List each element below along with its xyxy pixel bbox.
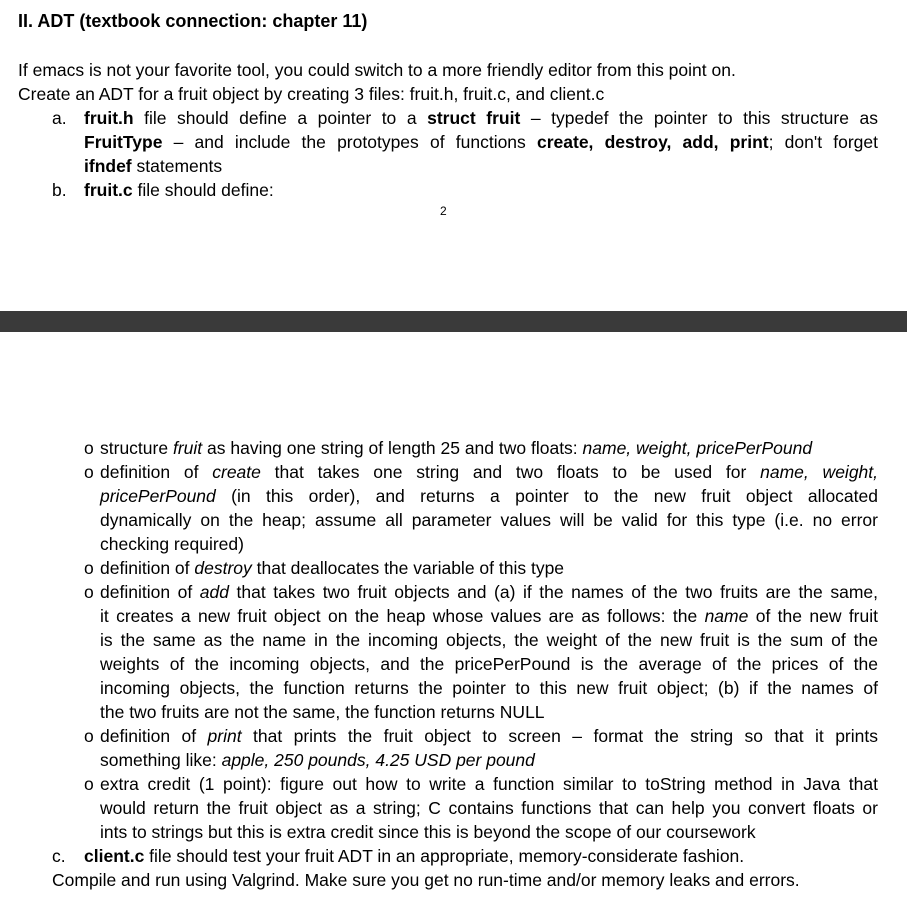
list-marker-b: b. — [52, 180, 67, 200]
bullet-add-line-5: incoming objects, the function returns the pointer to this new fruit object; (b) if the names of — [100, 678, 878, 698]
bullet-destroy-line-1: definition of destroy that deallocates the variable of this type — [100, 558, 565, 578]
bullet-marker: o — [84, 582, 94, 602]
bullet-print-line-2: something like: apple, 250 pounds, 4.25 USD per pound — [100, 750, 535, 770]
bullet-create-line-3: dynamically on the heap; assume all parameter values will be valid for this type (i.e. no error — [100, 510, 878, 530]
bullet-structure-line-1: structure fruit as having one string of length 25 and two floats: name, weight, pricePerPound — [100, 438, 813, 458]
item-a-line-2: FruitType – and include the prototypes of functions create, destroy, add, print; don't forget — [84, 132, 878, 152]
bullet-marker: o — [84, 438, 94, 458]
bullet-add-line-6: the two fruits are not the same, the function returns NULL — [100, 702, 545, 722]
bullet-add-line-2: it creates a new fruit object on the heap whose values are as follows: the name of the new fruit — [100, 606, 878, 626]
bullet-marker: o — [84, 774, 94, 794]
code-term: client.c — [84, 846, 145, 866]
item-b-line-1: fruit.c file should define: — [84, 180, 274, 200]
code-term: ifndef — [84, 156, 132, 176]
page-break-divider — [0, 311, 907, 332]
code-term: create, destroy, add, print — [536, 132, 769, 152]
item-a-line-3: ifndef statements — [84, 156, 223, 176]
bullet-create-line-2: pricePerPound (in this order), and returns a pointer to the new fruit object allocated — [100, 486, 878, 506]
bullet-print-line-1: definition of print that prints the fruit object to screen – format the string so that it prints — [100, 726, 878, 746]
bullet-add-line-4: weights of the incoming objects, and the pricePerPound is the average of the prices of the — [100, 654, 878, 674]
bullet-marker: o — [84, 558, 94, 578]
closing-instruction: Compile and run using Valgrind. Make sure you get no run-time and/or memory leaks and errors. — [52, 870, 800, 890]
code-term: FruitType — [84, 132, 163, 152]
bullet-extra-credit-line-1: extra credit (1 point): figure out how to write a function similar to toString method in Java that — [100, 774, 878, 794]
bullet-create-line-1: definition of create that takes one string and two floats to be used for name, weight, — [100, 462, 879, 482]
bullet-extra-credit-line-2: would return the fruit object as a string; C contains functions that can help you convert floats or — [100, 798, 878, 818]
list-marker-c: c. — [52, 846, 66, 866]
bullet-add-line-1: definition of add that takes two fruit objects and (a) if the names of the two fruits are the same, — [100, 582, 878, 602]
page-number: 2 — [440, 204, 447, 218]
code-term: fruit.h — [84, 108, 134, 128]
item-c-line-1: client.c file should test your fruit ADT in an appropriate, memory-considerate fashion. — [84, 846, 745, 866]
bullet-extra-credit-line-3: ints to strings but this is extra credit since this is beyond the scope of our coursework — [100, 822, 756, 842]
intro-line-2: Create an ADT for a fruit object by creating 3 files: fruit.h, fruit.c, and client.c — [18, 84, 605, 104]
bullet-add-line-3: is the same as the name in the incoming objects, the weight of the new fruit is the sum of the — [100, 630, 878, 650]
bullet-marker: o — [84, 726, 94, 746]
bullet-create-line-4: checking required) — [100, 534, 244, 554]
section-heading: II. ADT (textbook connection: chapter 11) — [18, 11, 368, 31]
list-marker-a: a. — [52, 108, 67, 128]
code-term: fruit.c — [84, 180, 133, 200]
intro-line-1: If emacs is not your favorite tool, you could switch to a more friendly editor from this point on. — [18, 60, 736, 80]
item-a-line-1: fruit.h file should define a pointer to a struct fruit – typedef the pointer to this structure as — [84, 108, 878, 128]
bullet-marker: o — [84, 462, 94, 482]
code-term: struct fruit — [427, 108, 521, 128]
